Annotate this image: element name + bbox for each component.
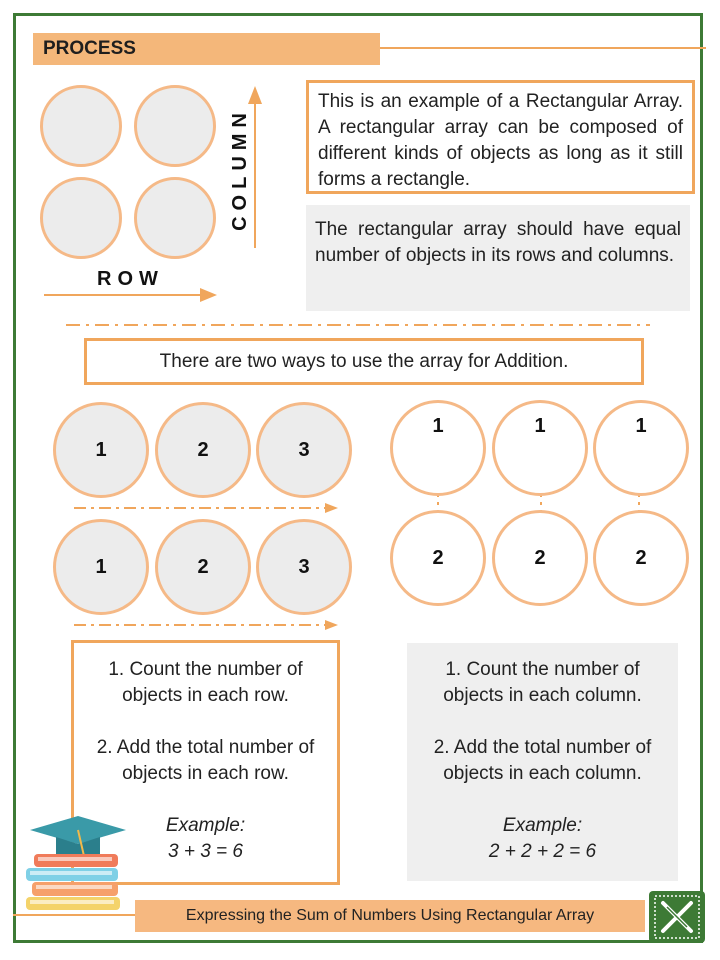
column-step-2: 2. Add the total number of objects in each column. [433, 737, 652, 784]
column-object [593, 400, 689, 496]
row-example: 3 + 3 = 6 [167, 841, 243, 862]
column-example: 2 + 2 + 2 = 6 [488, 841, 597, 862]
column-object [593, 510, 689, 606]
row2-arrowhead [325, 620, 338, 630]
object-number: 2 [534, 546, 546, 569]
column-object [390, 510, 486, 606]
column-object [492, 400, 588, 496]
row-step-2: 2. Add the total number of objects in each row. [96, 737, 315, 784]
column-example-label: Example: [502, 815, 583, 836]
row-object [155, 402, 251, 498]
row-object [53, 402, 149, 498]
section-header: PROCESS [33, 33, 380, 65]
column-method-box [407, 643, 678, 881]
info-box-rule [306, 205, 690, 311]
row-object [256, 519, 352, 615]
row-arrowhead [200, 288, 217, 302]
column-step-1: 1. Count the number of objects in each column. [443, 659, 642, 706]
column-object [492, 510, 588, 606]
object-number: 2 [197, 438, 209, 461]
addition-intro-text: There are two ways to use the array for Addition. [159, 351, 569, 372]
row-object [155, 519, 251, 615]
object-number: 1 [534, 414, 546, 437]
object-number: 3 [298, 555, 310, 578]
object-number: 2 [197, 555, 209, 578]
object-number: 1 [635, 414, 647, 437]
object-number: 1 [95, 438, 107, 461]
row-label: ROW [97, 268, 164, 290]
object-number: 1 [432, 414, 444, 437]
row-object [256, 402, 352, 498]
row1-arrowhead [325, 503, 338, 513]
row-example-label: Example: [165, 815, 246, 836]
footer-title: Expressing the Sum of Numbers Using Rectangular Array [135, 900, 645, 932]
object-number: 2 [635, 546, 647, 569]
rule-text: The rectangular array should have equal number of objects in its rows and columns. [315, 219, 681, 266]
footer-rule [13, 914, 135, 916]
definition-text: This is an example of a Rectangular Array. A rectangular array can be composed of different kinds of objects as long as it still forms a rectangle. [318, 91, 683, 190]
info-box-definition [306, 80, 695, 194]
row-step-1: 1. Count the number of objects in each row. [108, 659, 303, 706]
object-number: 2 [432, 546, 444, 569]
addition-intro-box [84, 338, 644, 385]
books-cap-illustration [22, 810, 132, 912]
object-number: 3 [298, 438, 310, 461]
column-label: COLUMN [228, 107, 251, 231]
row-object [53, 519, 149, 615]
column-object [390, 400, 486, 496]
math-tools-logo-icon [649, 891, 705, 943]
object-number: 1 [95, 555, 107, 578]
